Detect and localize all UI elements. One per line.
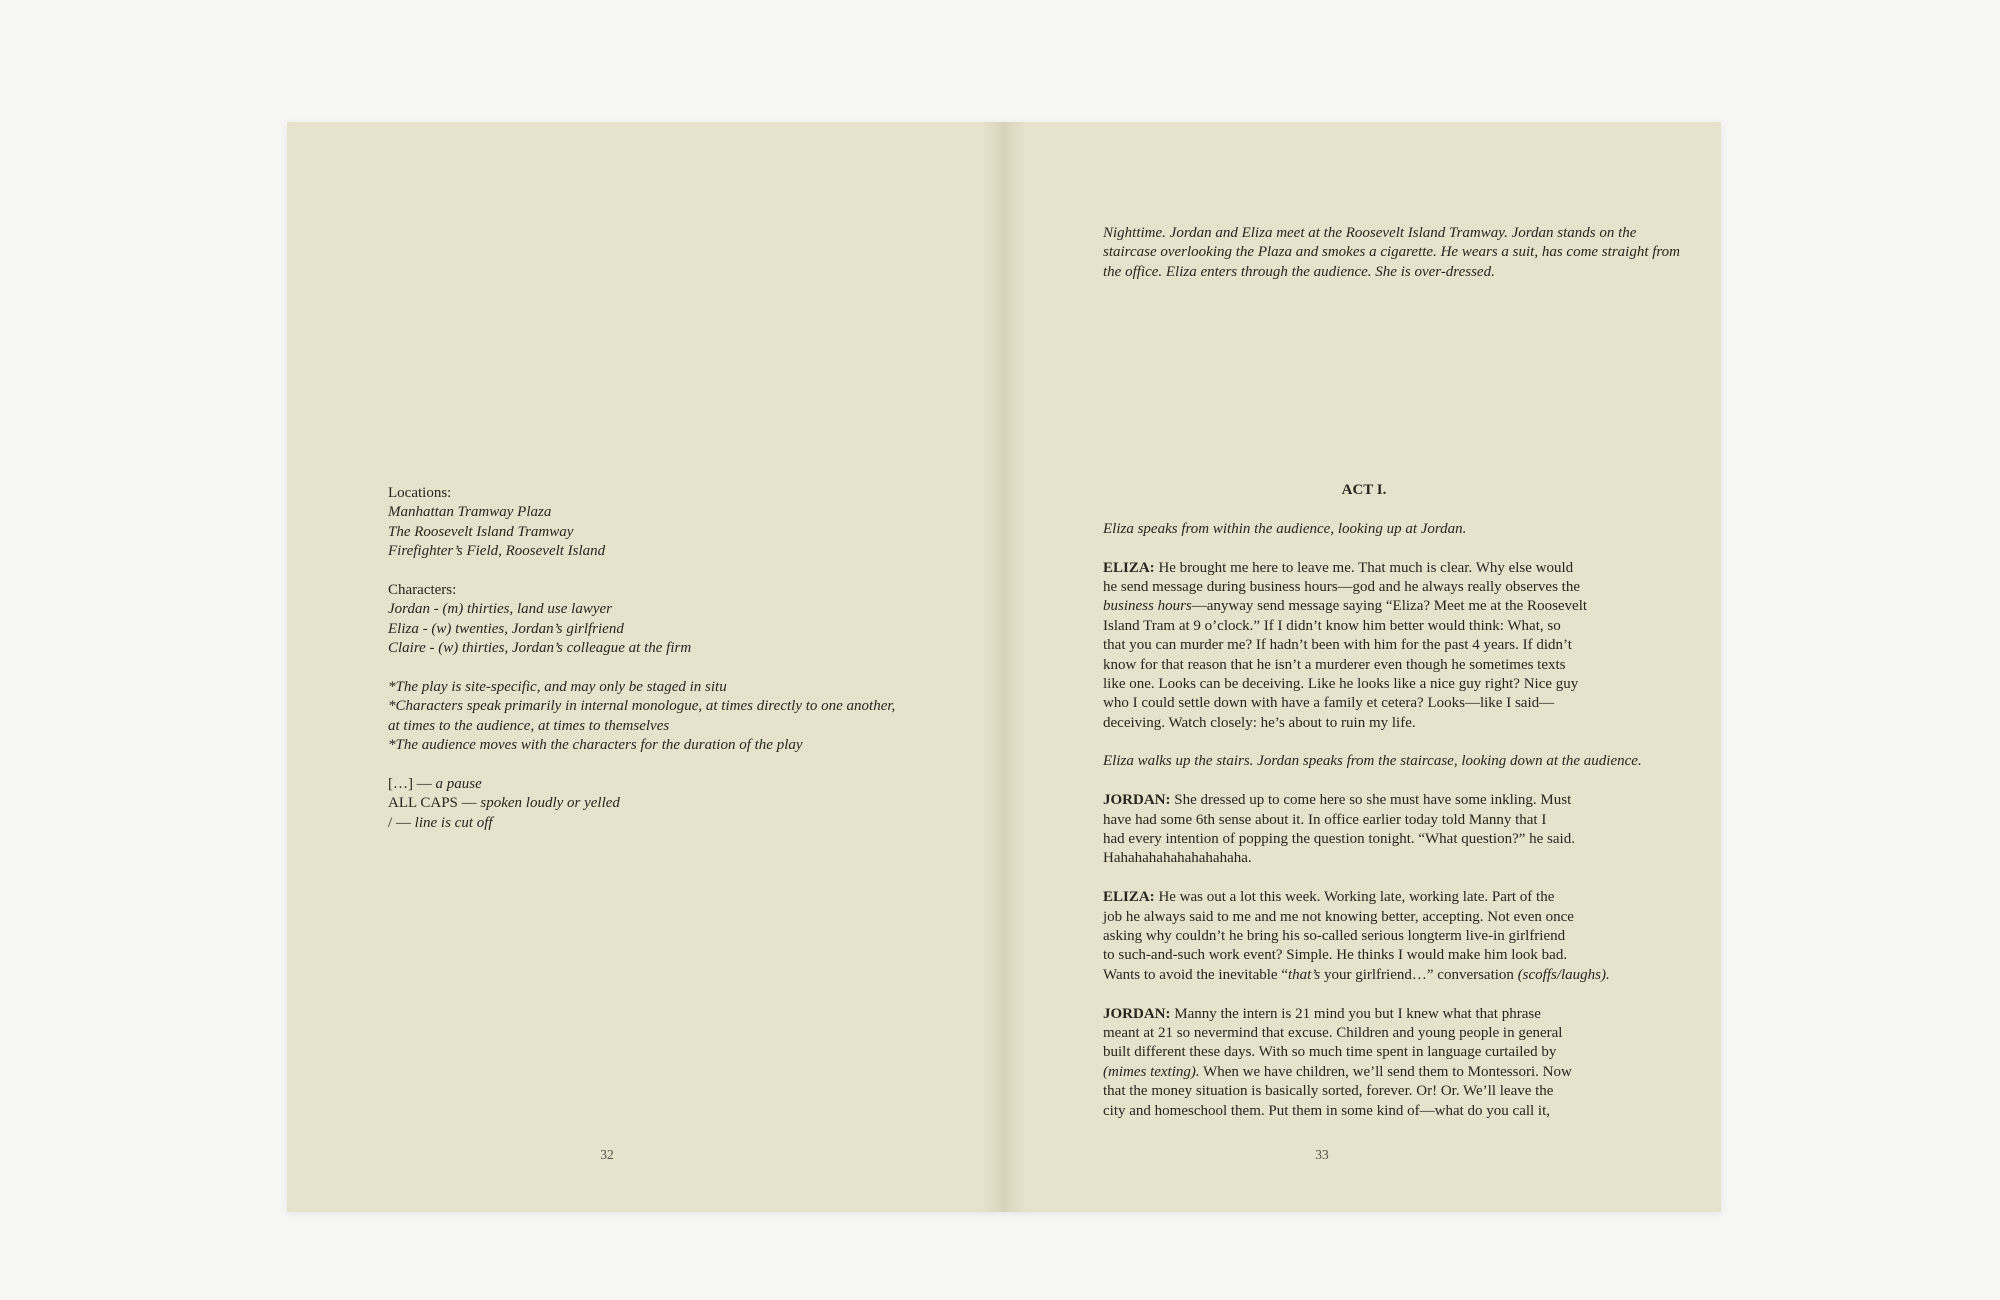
text-line: Wants to avoid the inevitable “that’s your girlfriend…” conversation (scoffs/laughs).	[1103, 966, 1610, 983]
text-block	[1103, 481, 1625, 500]
text-line: *Characters speak primarily in internal monologue, at times directly to one another,	[388, 698, 896, 715]
text-block	[1103, 1005, 1625, 1121]
text-line: Island Tram at 9 o’clock.” If I didn’t know him better would think: What, so	[1103, 617, 1561, 634]
text-line: deceiving. Watch closely: he’s about to ruin my life.	[1103, 714, 1416, 731]
text-line: like one. Looks can be deceiving. Like he looks like a nice guy right? Nice guy	[1103, 675, 1579, 692]
text-line: Claire - (w) thirties, Jordan’s colleague at the firm	[388, 640, 692, 657]
text-line: (mimes texting). When we have children, we’ll send them to Montessori. Now	[1103, 1063, 1572, 1080]
text-line: ACT I.	[1341, 482, 1387, 498]
text-line: he send message during business hours—god and he always really observes the	[1103, 578, 1580, 595]
text-line: that the money situation is basically sorted, forever. Or! Or. We’ll leave the	[1103, 1083, 1554, 1100]
text-block	[1103, 224, 1681, 282]
text-block	[1103, 559, 1625, 734]
text-line: Eliza walks up the stairs. Jordan speaks from the staircase, looking down at the audience.	[1103, 753, 1642, 770]
text-block	[388, 581, 948, 659]
text-line: Firefighter’s Field, Roosevelt Island	[388, 543, 606, 560]
text-line: Hahahahahahahahahaha.	[1103, 850, 1252, 867]
text-line: at times to the audience, at times to themselves	[388, 717, 670, 734]
text-line: who I could settle down with have a family et cetera? Looks—like I said—	[1103, 695, 1555, 712]
book-spread	[287, 122, 1721, 1212]
text-line: JORDAN: She dressed up to come here so she must have some inkling. Must	[1103, 792, 1572, 809]
text-line: to such-and-such work event? Simple. He thinks I would make him look bad.	[1103, 947, 1568, 964]
script-body	[1103, 481, 1642, 1121]
text-block	[1103, 752, 1642, 771]
text-line: ALL CAPS — spoken loudly or yelled	[388, 795, 620, 812]
page-number-right: 33	[1315, 1147, 1329, 1162]
text-line: the office. Eliza enters through the audience. She is over-dressed.	[1103, 263, 1495, 280]
text-line: asking why couldn’t he bring his so-called serious longterm live-in girlfriend	[1103, 927, 1566, 944]
text-line: Eliza speaks from within the audience, looking up at Jordan.	[1103, 520, 1467, 537]
text-line: *The audience moves with the characters for the duration of the play	[388, 737, 803, 754]
text-line: Eliza - (w) twenties, Jordan’s girlfriend	[388, 620, 624, 637]
text-line: […] — a pause	[388, 775, 482, 792]
text-line: / — line is cut off	[388, 814, 493, 831]
text-line: had every intention of popping the question tonight. “What question?” he said.	[1103, 831, 1575, 848]
text-line: built different these days. With so much time spent in language curtailed by	[1103, 1044, 1557, 1061]
right-page	[1004, 122, 1721, 1212]
text-block	[388, 484, 948, 562]
front-matter	[388, 484, 948, 833]
text-line: ELIZA: He was out a lot this week. Working late, working late. Part of the	[1103, 889, 1555, 906]
text-block	[1103, 888, 1625, 985]
text-line: JORDAN: Manny the intern is 21 mind you but I knew what that phrase	[1103, 1005, 1541, 1022]
text-block	[1103, 791, 1625, 869]
text-line: The Roosevelt Island Tramway	[388, 523, 574, 540]
text-line: meant at 21 so nevermind that excuse. Children and young people in general	[1103, 1024, 1563, 1041]
text-line: business hours—anyway send message saying “Eliza? Meet me at the Roosevelt	[1103, 598, 1588, 615]
text-line: ELIZA: He brought me here to leave me. That much is clear. Why else would	[1103, 559, 1574, 576]
text-line: that you can murder me? If hadn’t been with him for the past 4 years. If didn’t	[1103, 637, 1572, 654]
opening-stage-direction	[1103, 224, 1681, 282]
text-line: Jordan - (m) thirties, land use lawyer	[388, 601, 612, 618]
text-block	[1103, 520, 1625, 539]
text-line: *The play is site-specific, and may only be staged in situ	[388, 678, 727, 695]
text-line: Locations:	[388, 485, 452, 501]
text-block	[388, 678, 948, 756]
text-line: city and homeschool them. Put them in some kind of—what do you call it,	[1103, 1102, 1551, 1119]
text-line: know for that reason that he isn’t a murderer even though he sometimes texts	[1103, 656, 1566, 673]
left-page	[287, 122, 1004, 1212]
text-line: Manhattan Tramway Plaza	[388, 504, 552, 521]
text-line: job he always said to me and me not knowing better, accepting. Not even once	[1103, 908, 1574, 925]
text-line: have had some 6th sense about it. In office earlier today told Manny that I	[1103, 811, 1547, 828]
text-line: staircase overlooking the Plaza and smokes a cigarette. He wears a suit, has come straight from	[1103, 244, 1681, 261]
text-line: Nighttime. Jordan and Eliza meet at the Roosevelt Island Tramway. Jordan stands on the	[1103, 225, 1637, 241]
page-number-left: 32	[600, 1147, 614, 1162]
text-block	[388, 775, 948, 833]
text-line: Characters:	[388, 581, 457, 598]
